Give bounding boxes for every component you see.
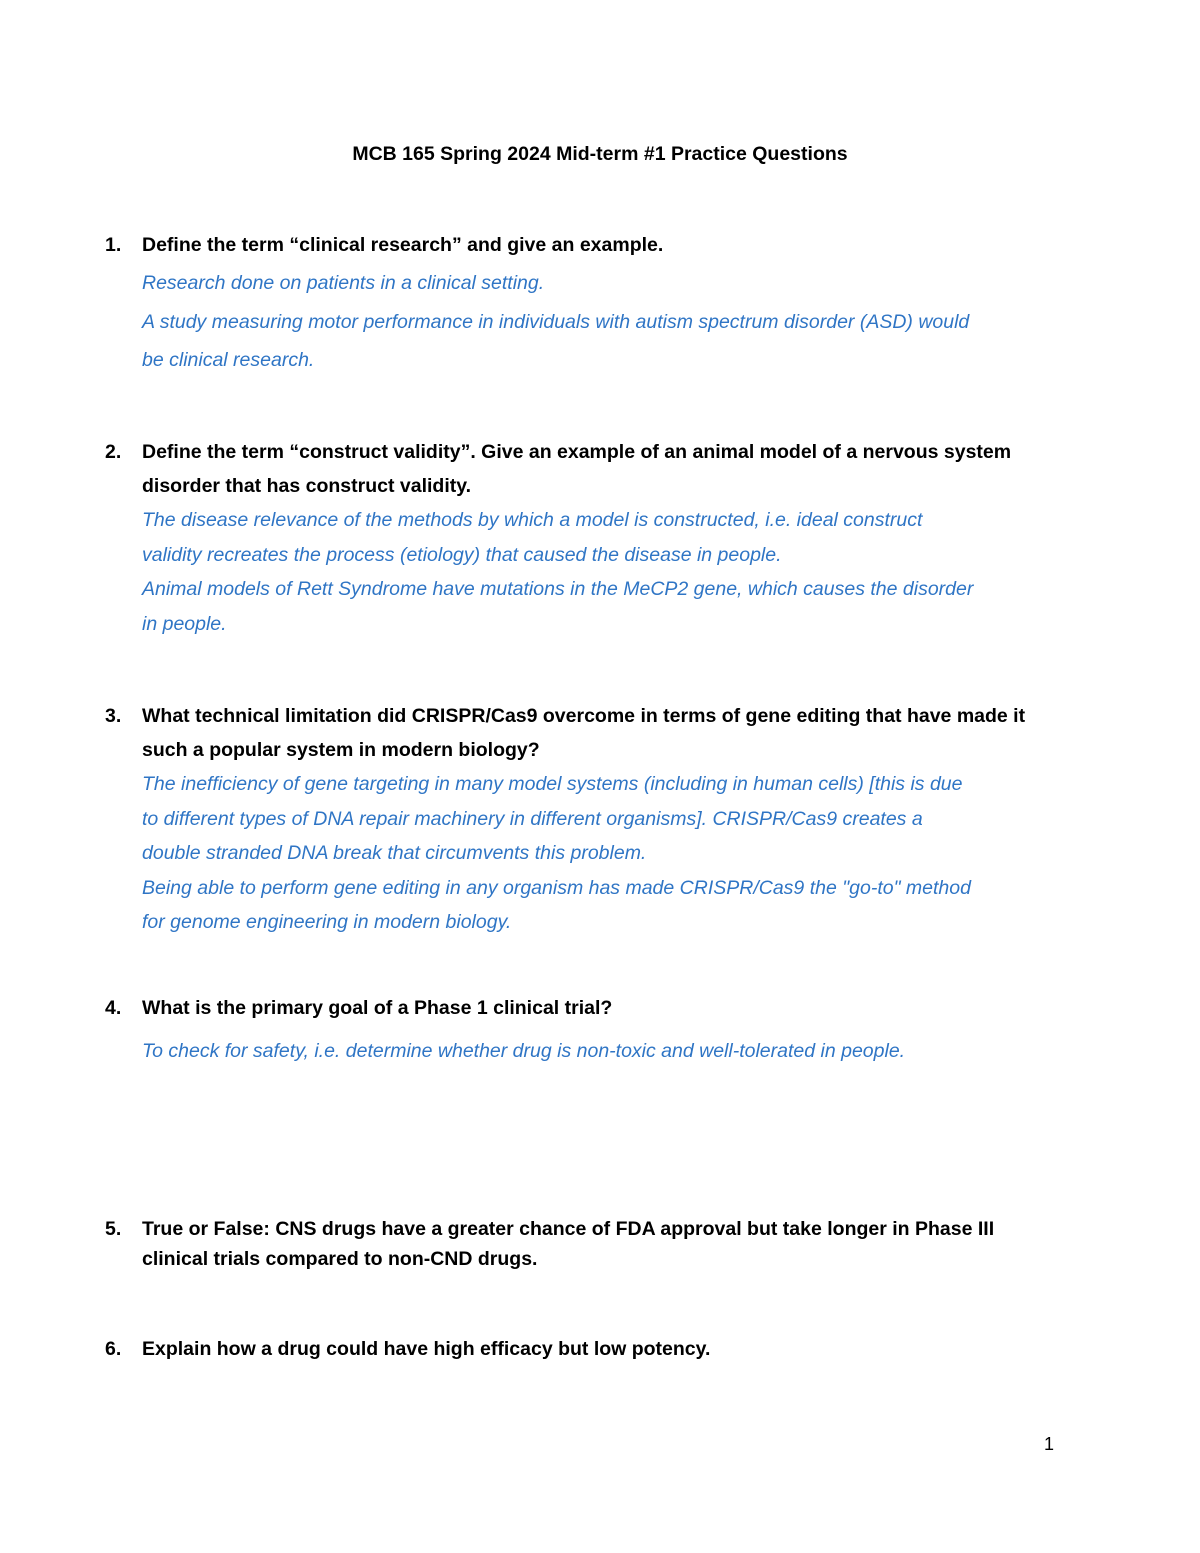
question-line: What technical limitation did CRISPR/Cas9 overcome in terms of gene editing that have made it [142,705,1026,727]
question-3 [105,699,1085,940]
question-5-text [105,1214,1085,1244]
answer-line: validity recreates the process (etiology) that caused the disease in people. [142,543,782,566]
question-line: disorder that has construct validity. [142,475,472,497]
question-1-text [105,228,1085,262]
true-option: True [142,1218,184,1240]
answer-line: To check for safety, i.e. determine whether drug is non-toxic and well-tolerated in people. [142,1040,906,1062]
question-number: 3. [105,705,122,727]
answer-line: Animal models of Rett Syndrome have mutations in the MeCP2 gene, which causes the disorder [142,578,974,600]
question-2-text [105,435,1085,469]
answer-line: Research done on patients in a clinical setting. [142,272,545,294]
answer-line: for genome engineering in modern biology. [142,911,512,933]
question-line: Explain how a drug could have high efficacy but low potency. [142,1338,711,1360]
question-6 [105,1332,1085,1366]
false-option: False [213,1218,264,1240]
answer-line: A study measuring motor performance in individuals with autism spectrum disorder (ASD) would [142,310,970,333]
question-line: clinical trials compared to non-CND drugs. [142,1248,538,1270]
answer-line: The disease relevance of the methods by which a model is constructed, i.e. ideal construct [142,509,923,531]
question-line: Define the term “construct validity”. Give an example of an animal model of a nervous system [142,441,1012,463]
answer-line: in people. [142,612,227,635]
answer-line: double stranded DNA break that circumvents this problem. [142,842,647,864]
question-line: : CNS drugs have a greater chance of FDA approval but take longer in Phase III [263,1218,995,1240]
question-4-text [105,991,1085,1025]
page-number: 1 [1044,1434,1055,1454]
question-number: 6. [105,1338,122,1360]
question-2 [105,435,1085,641]
question-4 [105,991,1085,1069]
page-title: MCB 165 Spring 2024 Mid-term #1 Practice Questions [352,143,848,165]
question-1 [105,228,1085,380]
question-line: What is the primary goal of a Phase 1 clinical trial? [142,997,613,1019]
answer-line: be clinical research. [142,349,315,371]
question-number: 5. [105,1218,122,1240]
or-text: or [183,1218,214,1240]
answer-line: to different types of DNA repair machinery in different organisms]. CRISPR/Cas9 creates a [142,807,923,830]
question-number: 1. [105,234,122,256]
answer-line: Being able to perform gene editing in any organism has made CRISPR/Cas9 the "go-to" method [142,876,971,899]
question-line: Define the term “clinical research” and give an example. [142,234,664,256]
question-line: such a popular system in modern biology? [142,739,540,761]
question-number: 2. [105,441,122,463]
question-6-text [105,1332,1085,1366]
question-5 [105,1214,1085,1274]
answer-line: The inefficiency of gene targeting in many model systems (including in human cells) [this is due [142,773,963,795]
question-3-text [105,699,1085,733]
question-number: 4. [105,997,122,1019]
